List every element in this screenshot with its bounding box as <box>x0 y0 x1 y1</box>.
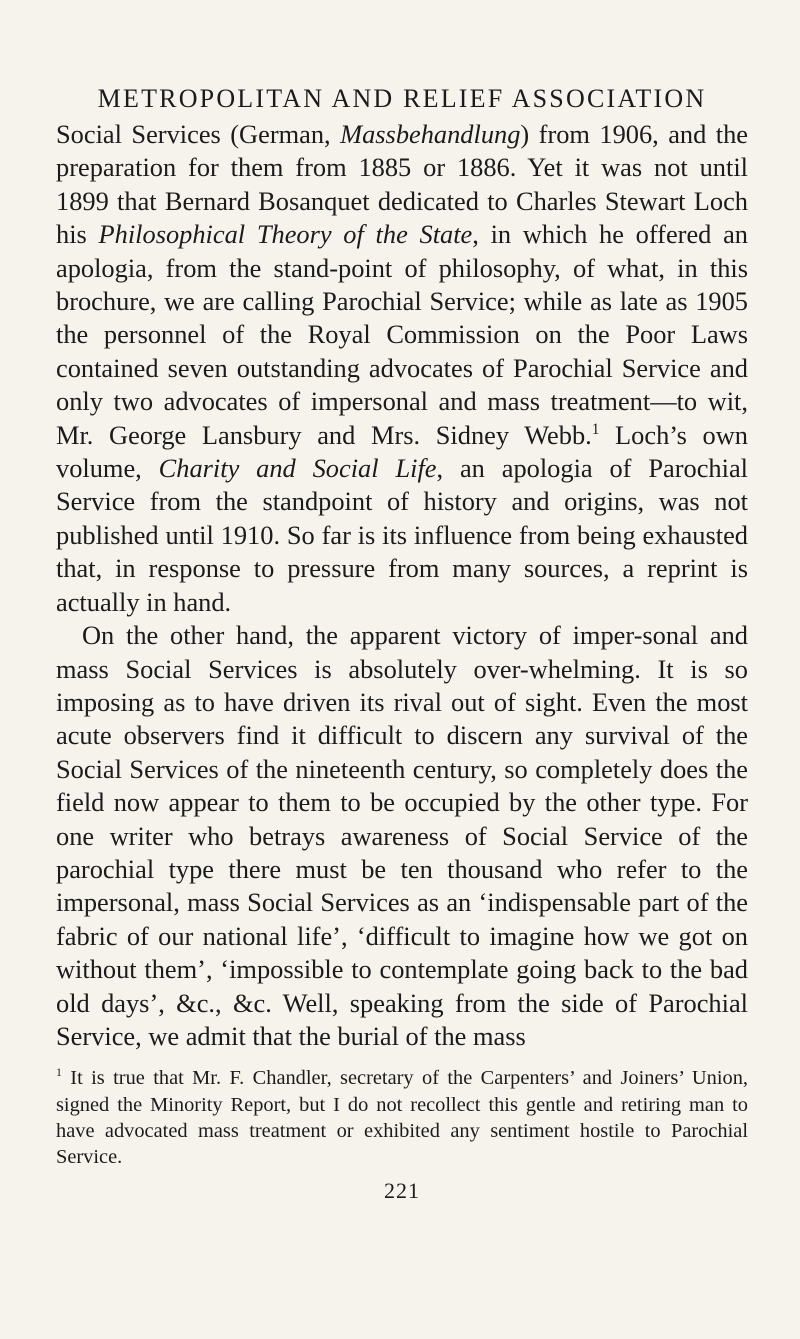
italic-term-massbehandlung: Massbehandlung <box>340 119 521 149</box>
body-text <box>56 118 748 1053</box>
paragraph-1-text-d: Loch’s own volume, <box>56 419 748 484</box>
italic-title-philosophical-theory: Philosophical Theory of the State <box>98 219 473 250</box>
paragraph-1 <box>56 118 748 619</box>
book-page <box>56 84 748 1204</box>
footnote-marker: 1 <box>56 1065 62 1080</box>
italic-title-charity-social-life: Charity and Social Life <box>158 453 437 484</box>
footnote-reference: 1 <box>591 420 600 438</box>
paragraph-1-text-a: Social Services (German, <box>56 119 341 149</box>
paragraph-1-text-c: , in which he offered an apologia, from the stand-point of philosophy, of what, in this brochure, we are calling Parochial Service; while as late as 1905 the personnel of the Royal Commission on the Poor Laws contained seven outstanding advocates of Parochial Service and only two advocates of impersonal and mass treatment—to wit, Mr. George Lansbury and Mrs. Sidney Webb. <box>56 219 748 450</box>
running-head: METROPOLITAN AND RELIEF ASSOCIATION <box>97 84 707 113</box>
page-number: 221 <box>384 1178 420 1204</box>
footnote <box>56 1065 748 1170</box>
paragraph-1-text-b: ) from 1906, and the preparation for them from 1885 or 1886. Yet it was not until 1899 that Bernard Bosanquet dedicated to Charles Stewart Loch his <box>56 119 749 250</box>
footnote-text: It is true that Mr. F. Chandler, secretary of the Carpenters’ and Joiners’ Union, signed the Minority Report, but I do not recollect this gentle and retiring man to have advocated mass treatment or exhibited any sentiment hostile to Parochial Service. <box>56 1067 748 1168</box>
paragraph-2: On the other hand, the apparent victory of imper-sonal and mass Social Services is absolutely over-whelming. It is so imposing as to have driven its rival out of sight. Even the most acute observers find it difficult to discern any survival of the Social Services of the nineteenth century, so completely does the field now appear to them to be occupied by the other type. For one writer who betrays awareness of Social Service of the parochial type there must be ten thousand who refer to the impersonal, mass Social Services as an ‘indispensable part of the fabric of our national life’, ‘difficult to imagine how we got on without them’, ‘impossible to contemplate going back to the bad old days’, &c., &c. Well, speaking from the side of Parochial Service, we admit that the burial of the mass <box>56 620 748 1051</box>
paragraph-1-text-e: , an apologia of Parochial Service from the standpoint of history and origins, was not published until 1910. So far is its influence from being exhausted that, in response to pressure from many sources, a reprint is actually in hand. <box>56 453 748 617</box>
